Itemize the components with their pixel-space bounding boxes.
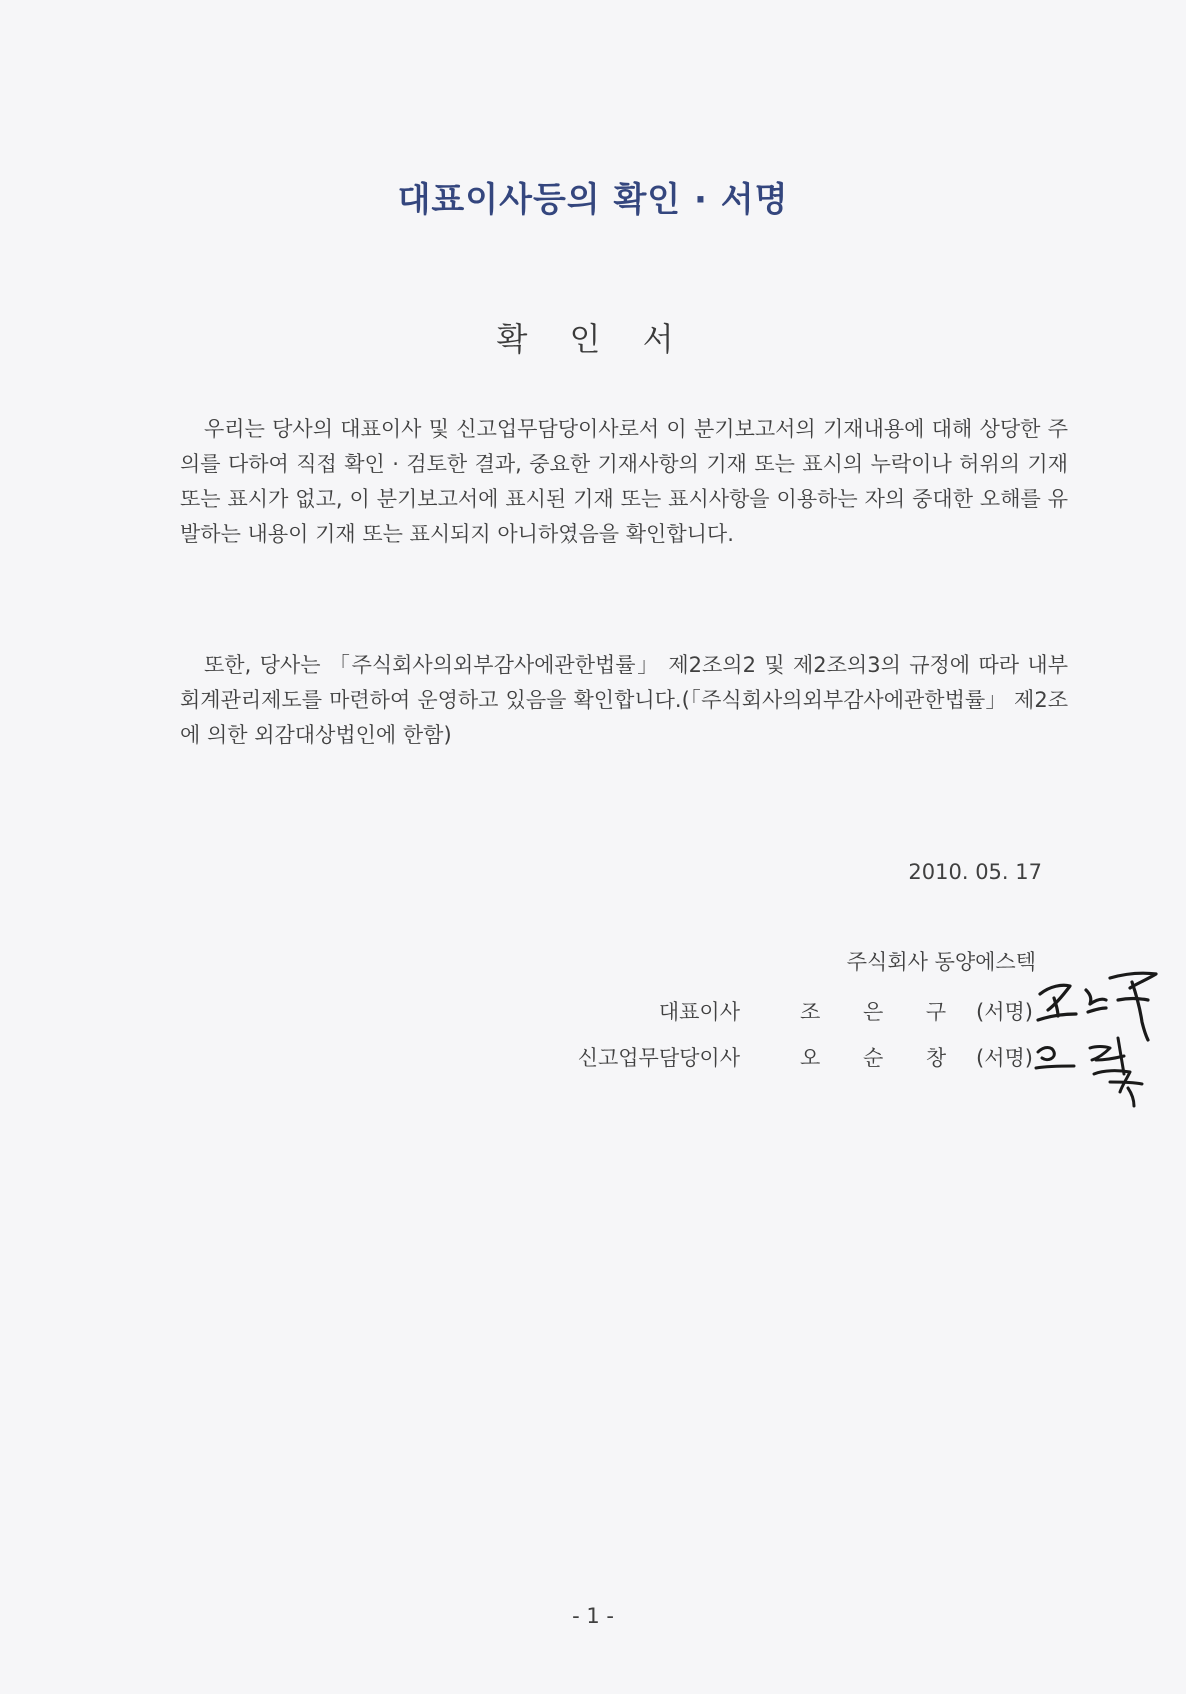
signatory-name: 조 은 구: [800, 1000, 965, 1024]
signatory-row-disclosure-officer: [0, 1042, 1186, 1078]
signature-label: (서명): [976, 1046, 1033, 1070]
signatory-role: 신고업무담당이사: [577, 1046, 740, 1070]
signatory-row-ceo: [0, 996, 1186, 1032]
signatory-role: 대표이사: [658, 1000, 740, 1024]
page-number: - 1 -: [572, 1604, 614, 1628]
document-subtitle: 확 인 서: [496, 320, 690, 358]
handwritten-signature-disclosure-officer: [1034, 1030, 1164, 1110]
document-title: 대표이사등의 확인 · 서명: [397, 180, 789, 220]
signature-label: (서명): [976, 1000, 1033, 1024]
confirmation-paragraph: 우리는 당사의 대표이사 및 신고업무담당이사로서 이 분기보고서의 기재내용에 대해 상당한 주의를 다하여 직접 확인 · 검토한 결과, 중요한 기재사항의 기재 또는 표시의 누락이나 허위의 기재 또는 표시가 없고, 이 분기보고서에 표시된 기재 또는 표시사항을 이용하는 자의 중대한 오해를 유발하는 내용이 기재 또는 표시되지 아니하였음을 확인합니다.: [180, 417, 1068, 546]
company-name: 주식회사 동양에스텍: [846, 950, 1036, 974]
signatory-name: 오 순 창: [800, 1046, 965, 1070]
document-date: 2010. 05. 17: [908, 860, 1042, 884]
internal-control-paragraph: 또한, 당사는 「주식회사의외부감사에관한법률」 제2조의2 및 제2조의3의 규정에 따라 내부회계관리제도를 마련하여 운영하고 있음을 확인합니다.(「주식회사의외부감사에관한법률」 제2조에 의한 외감대상법인에 한함): [180, 653, 1068, 747]
